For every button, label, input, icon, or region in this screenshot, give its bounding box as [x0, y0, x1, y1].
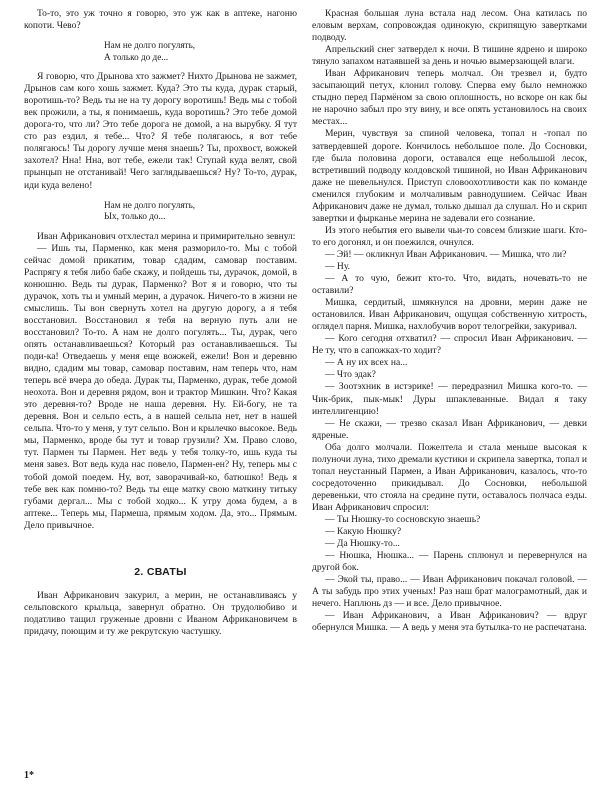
paragraph: — Эй! — окликнул Иван Африканович. — Мишка, что ли? — [325, 248, 567, 260]
paragraph: Иван Африканович закурил, а мерин, не останавливаясь у сельповского крыльца, завернул обратно. Он трудолюбиво и податливо тащил груженые дровни с Иваном Африкановичем в придачу, поющим и ту же рекрутскую частушку. — [24, 589, 297, 637]
paragraph: Из этого небытия его вывели чьи-то совсем близкие шаги. Кто-то его догонял, и он поежился, очнулся. — [312, 224, 587, 248]
paragraph: — Ты Нюшку-то сосновскую знаешь? — [325, 513, 481, 525]
paragraph: — Экой ты, право... — Иван Африканович покачал головой. — А ты забудь про этих ученых! Раз наш брат малограмотный, дак и нечего. Наплюнь дз — и все. Дело привычное. — [312, 574, 587, 610]
left-column — [24, 8, 297, 638]
paragraph: — Нюшка, Нюшка... — Парень сплюнул и перевернулся на другой бок. — [312, 550, 587, 574]
song-verse-1 — [24, 40, 297, 63]
paragraph: То-то, это уж точно я говорю, это уж как в аптеке, нагоню копоти. Чево? — [24, 8, 297, 32]
paragraph: — А то чую, бежит кто-то. Что, видать, ночевать-то не оставили? — [312, 273, 587, 297]
paragraph: Я говорю, что Дрынова хто зажмет? Нихто Дрынова не зажмет, Дрынов сам кого хошь зажмет. Куда? Это ты куда, дурак старый, воротишь-то? Ведь ты не на ту дорогу воротишь! Ведь мы с тобой век прожили, а ты, я понимаешь, куда воротишь? Это тебе домой дорога-то, что ли? Это тебе дорога не домой, а на вырубку. Я тут сто раз ездил, я тебе... Что? Я тебе полягаюсь, я вот тебе полягаюсь! Ты дорогу лучше меня знаешь? Ты, прохвост, вожжей захотел? Нна! Нна, вот тебе, ежели так! Ступай куда велят, свой прынцып не отстанивай! Чего заглядываешься? Ну? То-то, дурак, иди куда велено! — [24, 71, 297, 191]
verse-line: А только до де... — [104, 51, 169, 62]
paragraph: — Ну. — [325, 260, 351, 272]
paragraph: Апрельский снег затвердел к ночи. В тишине ядрено и широко тянуло запахом натаявшей за день и ночью вымерзающей влаги. — [312, 44, 587, 68]
paragraph: — Какую Нюшку? — [325, 526, 402, 538]
paragraph: — Ишь ты, Парменко, как меня разморило-то. Мы с тобой сейчас домой прикатим, товар сдадим, самовар поставим. Распрягу я тебя либо бабе скажу, и пойдешь ты, дурачок, домой, в конюшню. Ведь ты дурак, Парменко? Вот я и говорю, что ты дурачок, хоть ты и умный мерин, а дурачок. Ничего-то в жизни не смыслишь. Ты вон свернуть хотел на другую дорогу, а я тебя восстановил. Восстановил я тебя на верную путь али не восстановил? То-то. А нам не долго погулять... Ты, дурак, чего опять останавливаешься? Который раз останавливаешься. Ты поди-ка! Отведаешь у меня еще вожжей, ежели! Вон и деревню видно, сдадим мы товар, самовар поставим, нам теперь что, нам теперь всё вчера до обеда. Дурак ты, Парменко, дурак, тебе домой неохота. Вон и деревня рядом, вон и трактор Мишкин. Что? Какая это деревня-то? Вроде не наша деревня. Ну. Ей-богу, не та деревня. Вон и сельпо есть, а в нашей сельпа нет, нет в нашей сельпа. Что-то у меня, у тут сельпо. Вон и крылечко высокое. Ведь мы, Парменко, вроде бы тут и товар грузили? Хм. Право слово, тут. Пармен ты Пармен. Нет ведь у тебя толку-то, ишь куда ты меня завез. Вот ведь куда нас повело, Пармен-ен? Ну, теперь мы с тобой домой поедем. Ну, вот, заворачивай-ко, батюшко! Ведь я тебе век как помню-то? Ведь ты еще матку свою маткину титьку губами дергал... Мы с тобой ходко... К утру дома будем, а в аптеке... Теперь мы, Пармеша, прямым ходом. Да, это... Прямым. Дело привычное. — [24, 242, 297, 531]
paragraph: Иван Африканович теперь молчал. Он трезвел и, будто засыпающий петух, клонил голову. Сперва ему было немножко стыдно перед Пармёном за свою оплошность, но вскоре он как бы не нарочно забыл про эту вину, и все опять установилось на своих местах... — [312, 68, 587, 128]
page-number: 1* — [24, 770, 34, 781]
paragraph: — Кого сегодня отхватил? — спросил Иван Африканович. — Не ту, что в сапожках-то ходит? — [312, 333, 587, 357]
right-column — [312, 8, 587, 634]
verse-line: Нам не долго погулять, — [104, 40, 196, 51]
right-paragraphs — [312, 8, 587, 634]
paragraph: — Зоотэхник в истэрике! — передразнил Мишка кого-то. — Чик-брик, пык-мык! Дуры шпаклеванные. Видал я таку интеллигенцию! — [312, 381, 587, 417]
paragraph: — Иван Африканович, а Иван Африканович? — вдруг обернулся Мишка. — А ведь у меня эта бутылка-то не распечатана. — [312, 610, 587, 634]
verse-line: Ых, только до... — [104, 211, 166, 222]
song-verse-2 — [24, 200, 297, 223]
paragraph: Иван Африканович отхлестал мерина и примирительно зевнул: — [37, 230, 296, 242]
left-paragraphs-1 — [24, 8, 297, 32]
left-paragraphs-3 — [24, 231, 297, 532]
section-title: 2. СВАТЫ — [134, 565, 187, 578]
left-paragraphs-2 — [24, 71, 297, 191]
verse-line: Нам не долго погулять, — [104, 199, 196, 210]
paragraph: Красная большая луна встала над лесом. Она катилась по еловым верхам, сопровождая одинокую, скрипящую завертками подводу. — [312, 8, 587, 44]
paragraph: — Да Нюшку-то... — [325, 538, 400, 550]
paragraph: — Что эдак? — [325, 369, 376, 381]
paragraph: Мерин, чувствуя за спиной человека, топал н -топал по затвердевшей дороге. Кончилось небольшое поле. До Сосновки, где была половина дороги, оставался еще небольшой лесок, встретивший подводу колдовской тишиной, но Иван Африканович даже не шевельнулся. Приступ словоохотливости как по команде сменился глубоким и молчаливым равнодушием. Сейчас Иван Африканович даже не думал, только дышал да слушал. Но и скрип завертки и фырканье мерина не задевали его сознание. — [312, 128, 587, 224]
paragraph: — А ну их всех на... — [325, 357, 408, 369]
paragraph: Мишка, сердитый, шмякнулся на дровни, мерин даже не остановился. Иван Африканович, ощущая собственную хитрость, оглядел парня. Мишка, нахлобучив ворот телогрейки, закуривал. — [312, 297, 587, 333]
paragraph: — Не скажи, — трезво сказал Иван Африканович, — девки ядреные. — [312, 417, 587, 441]
paragraph: Оба долго молчали. Пожелтела и стала меньше высокая к полуночи луна, тихо дремали кустики и скрипела завертка, топал и топал неустанный Пармен, а Иван Африканович, казалось, что-то сосредоточенно прикидывал. До Сосновки, небольшой деревеньки, что стояла на средине пути, оставалось полчаса езды. Иван Африканович спросил: — [312, 441, 587, 513]
left-paragraphs-4 — [24, 590, 297, 638]
